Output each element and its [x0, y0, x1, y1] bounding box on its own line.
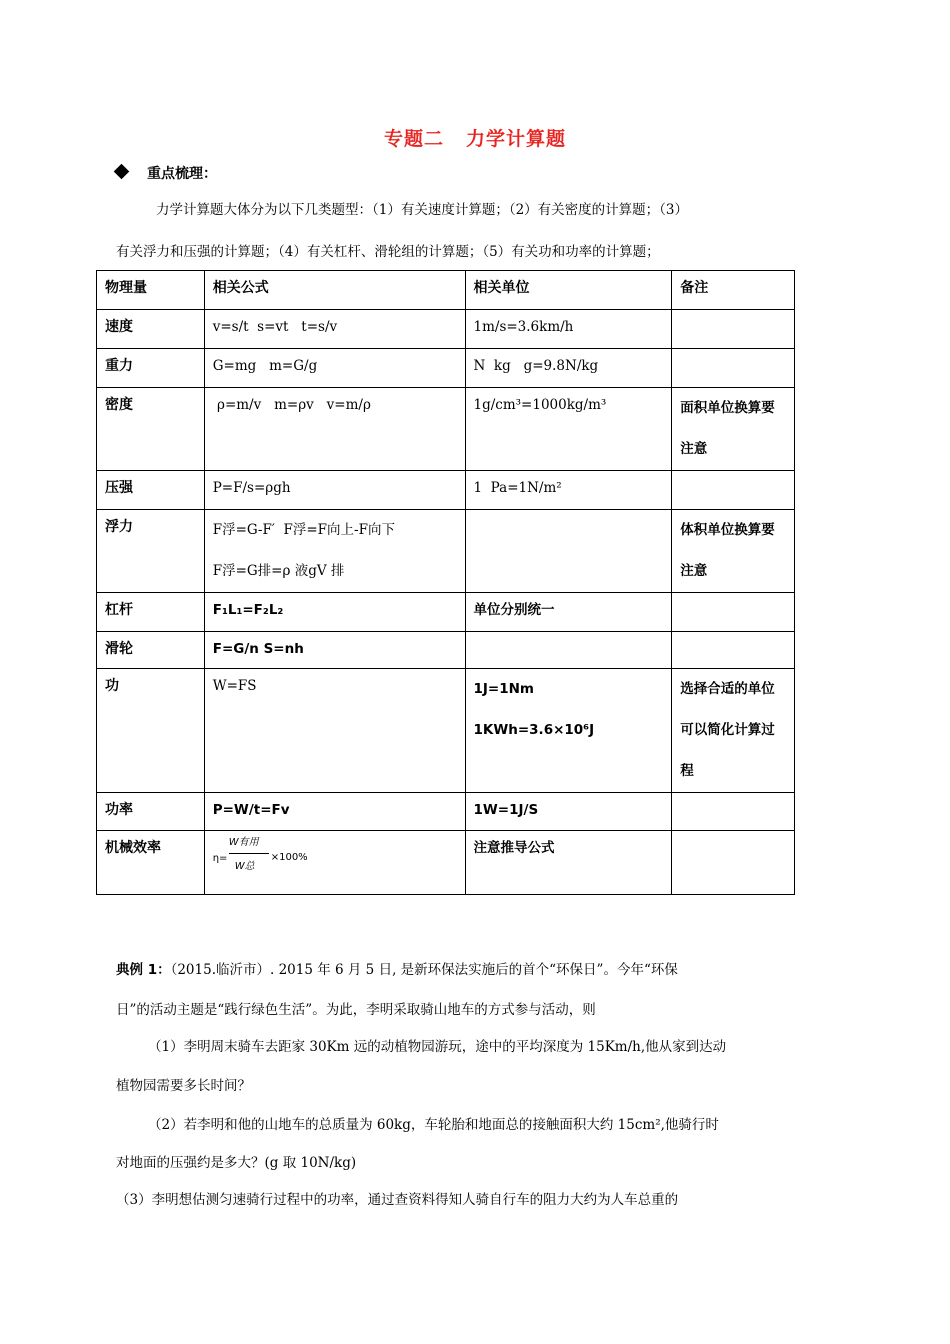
row-formula [204, 510, 465, 593]
formula-line: F浮=G排=ρ 液gV 排 [212, 563, 345, 579]
row-unit [465, 669, 672, 793]
table-row [97, 831, 795, 895]
row-formula: G=mg m=G/g [204, 349, 465, 388]
row-name: 功率 [97, 793, 205, 831]
row-note [672, 632, 795, 669]
row-unit: 1g/cm³=1000kg/m³ [465, 388, 672, 471]
row-unit: 1 Pa=1N/m² [465, 471, 672, 510]
example-label: 典例 1： [116, 962, 171, 978]
question-1-line-1: （1）李明周末骑车去距家 30Km 远的动植物园游玩，途中的平均深度为 15Km/h,他从家到达动 [148, 1039, 727, 1055]
row-note [672, 310, 795, 349]
table-row [97, 471, 795, 510]
row-formula: ρ=m/v m=ρv v=m/ρ [204, 388, 465, 471]
table-row [97, 510, 795, 593]
header-note: 备注 [672, 271, 795, 310]
row-formula: F=G/n S=nh [204, 632, 465, 669]
intro-line-2: 有关浮力和压强的计算题；（4）有关杠杆、滑轮组的计算题；（5）有关功和功率的计算题； [116, 244, 660, 260]
example-lead [116, 960, 838, 980]
question-2-line-2: 对地面的压强约是多大？(g 取 10N/kg) [116, 1155, 357, 1171]
row-unit: 1m/s=3.6km/h [465, 310, 672, 349]
row-unit [465, 632, 672, 669]
row-formula: v=s/t s=vt t=s/v [204, 310, 465, 349]
table-row [97, 669, 795, 793]
table-row [97, 793, 795, 831]
fraction-bar [229, 853, 269, 854]
physics-formula-table [96, 270, 795, 895]
table-row [97, 388, 795, 471]
row-name: 功 [97, 669, 205, 793]
row-name: 密度 [97, 388, 205, 471]
table-row [97, 593, 795, 632]
unit-line: 1J=1Nm [473, 681, 534, 697]
table-row [97, 632, 795, 669]
header-unit: 相关单位 [465, 271, 672, 310]
title-part1: 专题二 [383, 128, 444, 150]
row-name: 滑轮 [97, 632, 205, 669]
row-name: 重力 [97, 349, 205, 388]
example-lead-2: 日”的活动主题是“践行绿色生活”。为此，李明采取骑山地车的方式参与活动，则 [116, 1002, 596, 1018]
row-note [672, 471, 795, 510]
row-note [672, 793, 795, 831]
table-row [97, 349, 795, 388]
eta-denominator: W总 [234, 861, 255, 872]
row-name: 机械效率 [97, 831, 205, 895]
question-1-line-2: 植物园需要多长时间？ [116, 1078, 251, 1094]
row-name: 杠杆 [97, 593, 205, 632]
formula-line: F浮=G-F′ F浮=F向上-F向下 [212, 522, 395, 538]
table-header-row [97, 271, 795, 310]
row-unit [465, 510, 672, 593]
keypoint-label: 重点梳理： [147, 166, 217, 182]
row-unit: N kg g=9.8N/kg [465, 349, 672, 388]
eta-factor: ×100% [270, 852, 308, 863]
page-title [0, 124, 950, 151]
row-formula: W=FS [204, 669, 465, 793]
row-note: 面积单位换算要注意 [672, 388, 795, 471]
row-unit: 单位分别统一 [465, 593, 672, 632]
eta-symbol: η= [212, 853, 228, 864]
efficiency-formula [213, 833, 309, 879]
eta-numerator: W有用 [228, 837, 259, 848]
row-name: 压强 [97, 471, 205, 510]
diamond-bullet-icon [114, 164, 130, 180]
question-3-line-1: （3）李明想估测匀速骑行过程中的功率，通过查资料得知人骑自行车的阻力大约为人车总重的 [116, 1192, 679, 1208]
row-note [672, 593, 795, 632]
header-quantity: 物理量 [97, 271, 205, 310]
row-note [672, 349, 795, 388]
row-formula: P=W/t=Fv [204, 793, 465, 831]
row-unit: 1W=1J/S [465, 793, 672, 831]
row-unit: 注意推导公式 [465, 831, 672, 895]
row-name: 浮力 [97, 510, 205, 593]
row-note: 选择合适的单位可以简化计算过程 [672, 669, 795, 793]
row-note [672, 831, 795, 895]
row-name: 速度 [97, 310, 205, 349]
row-note: 体积单位换算要注意 [672, 510, 795, 593]
table-row [97, 310, 795, 349]
row-formula: F₁L₁=F₂L₂ [204, 593, 465, 632]
unit-line: 1KWh=3.6×10⁶J [473, 722, 595, 738]
keypoint-heading [116, 163, 217, 183]
row-formula [204, 831, 465, 895]
header-formula: 相关公式 [204, 271, 465, 310]
title-part2: 力学计算题 [466, 128, 567, 150]
example-lead-text: （2015.临沂市）. 2015 年 6 月 5 日, 是新环保法实施后的首个“环保日”。今年“环保 [170, 962, 678, 978]
row-formula: P=F/s=ρgh [204, 471, 465, 510]
question-2-line-1: （2）若李明和他的山地车的总质量为 60kg，车轮胎和地面总的接触面积大约 15cm²,他骑行时 [148, 1117, 719, 1133]
intro-line-1: 力学计算题大体分为以下几类题型：（1）有关速度计算题；（2）有关密度的计算题；（3） [156, 202, 689, 218]
